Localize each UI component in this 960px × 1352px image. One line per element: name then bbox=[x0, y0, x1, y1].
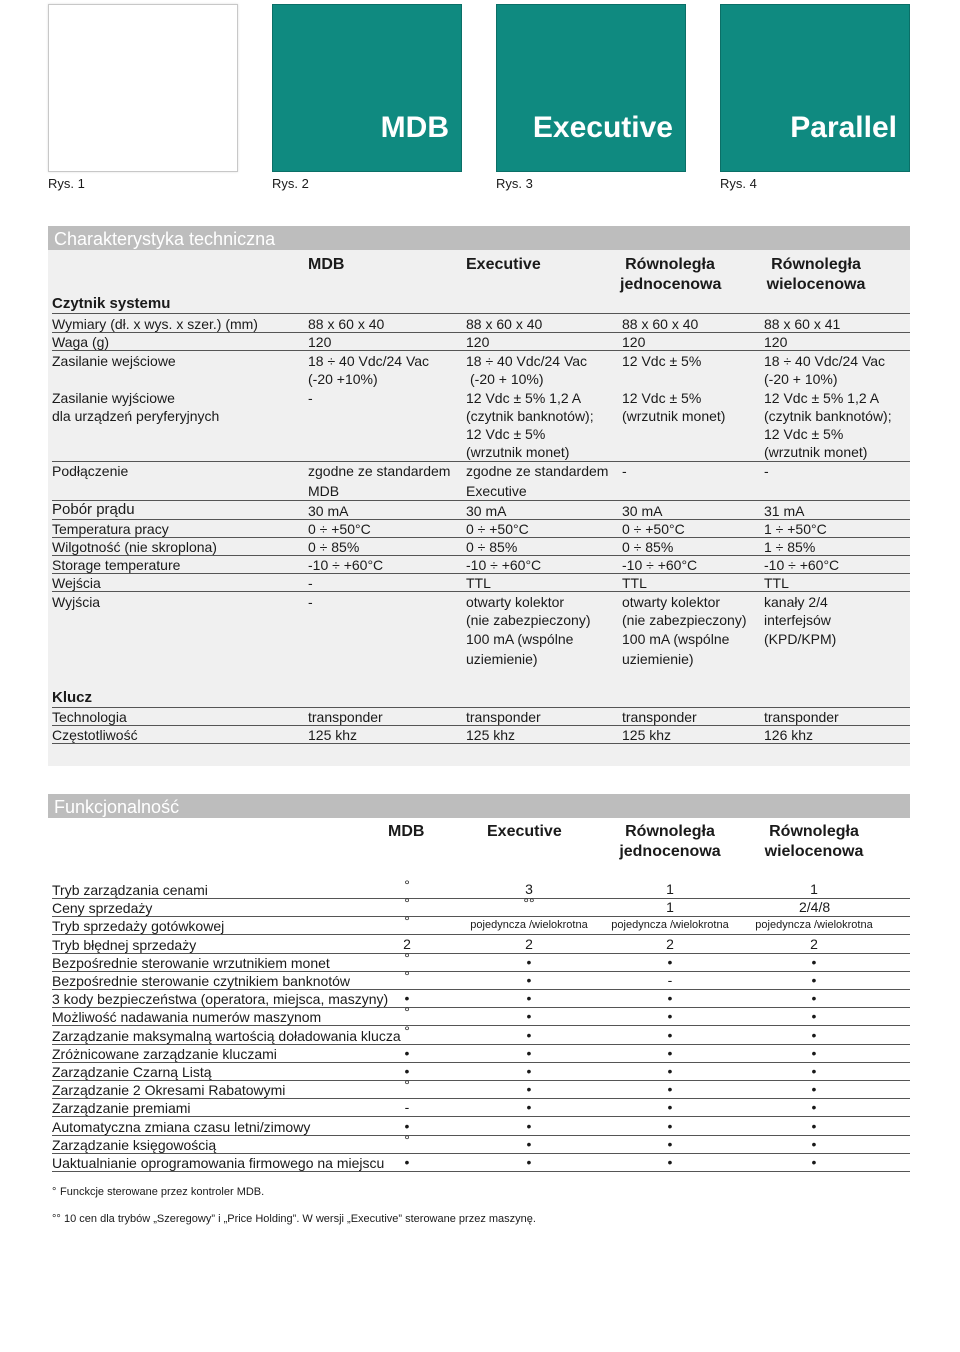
func-cell: ° bbox=[404, 1023, 410, 1039]
row-label-current: Pobór prądu bbox=[52, 501, 135, 518]
cell-outputs-exec-3: 100 mA (wspólne bbox=[466, 631, 574, 647]
func-cell: 1 bbox=[666, 881, 674, 897]
func-cell: 2 bbox=[666, 936, 674, 952]
func-cell: ° bbox=[404, 950, 410, 966]
cell-outputs-par2-1: kanały 2/4 bbox=[764, 594, 828, 610]
func-cell: • bbox=[526, 990, 532, 1006]
cell-output-power-exec-2: (czytnik banknotów); bbox=[466, 408, 594, 424]
row-label-technology: Technologia bbox=[52, 709, 127, 725]
cell-humidity-mdb: 0 ÷ 85% bbox=[308, 539, 360, 555]
tech-header-parallel-multi-1: Równoległa bbox=[771, 256, 861, 273]
cell-weight-exec: 120 bbox=[466, 334, 490, 350]
cell-connection-mdb-2: MDB bbox=[308, 483, 340, 499]
cell-temperature-par1: 0 ÷ +50°C bbox=[622, 521, 685, 537]
cell-technology-par1: transponder bbox=[622, 709, 697, 725]
tech-header-executive: Executive bbox=[466, 256, 541, 273]
func-cell: • bbox=[404, 990, 410, 1006]
divider bbox=[52, 591, 910, 592]
cell-temperature-par2: 1 ÷ +50°C bbox=[764, 521, 827, 537]
func-cell: • bbox=[667, 1063, 673, 1079]
tech-title-band bbox=[48, 226, 910, 250]
footnote-2-symbol: °° bbox=[52, 1213, 61, 1225]
cell-outputs-par1-4: uziemienie) bbox=[622, 651, 694, 667]
cell-connection-par1: - bbox=[622, 463, 627, 479]
figure-3-executive bbox=[496, 4, 686, 172]
cell-frequency-par1: 125 khz bbox=[622, 727, 672, 743]
func-cell: • bbox=[811, 1136, 817, 1152]
func-cell: • bbox=[526, 1045, 532, 1061]
tech-title: Charakterystyka techniczna bbox=[54, 229, 276, 249]
divider bbox=[52, 934, 910, 935]
divider bbox=[52, 1116, 910, 1117]
cell-outputs-mdb: - bbox=[308, 594, 313, 610]
func-cell: 2 bbox=[810, 936, 818, 952]
cell-input-power-mdb-range: (-20 +10%) bbox=[308, 371, 378, 387]
cell-inputs-exec: TTL bbox=[466, 575, 491, 591]
cell-storage-par1: -10 ÷ +60°C bbox=[622, 557, 698, 573]
cell-input-power-exec: 18 ÷ 40 Vdc/24 Vac bbox=[466, 353, 588, 369]
cell-current-mdb: 30 mA bbox=[308, 503, 349, 519]
func-cell: • bbox=[404, 1045, 410, 1061]
func-cell: • bbox=[404, 1118, 410, 1134]
func-cell: • bbox=[526, 954, 532, 970]
func-cell: • bbox=[667, 1099, 673, 1115]
func-cell: 2 bbox=[525, 936, 533, 952]
cell-output-power-exec-1: 12 Vdc ± 5% 1,2 A bbox=[466, 390, 582, 406]
func-cell: • bbox=[667, 1027, 673, 1043]
cell-temperature-mdb: 0 ÷ +50°C bbox=[308, 521, 371, 537]
cell-temperature-exec: 0 ÷ +50°C bbox=[466, 521, 529, 537]
func-cell: • bbox=[811, 1154, 817, 1170]
divider bbox=[52, 898, 910, 899]
func-row-label: 3 kody bezpieczeństwa (operatora, miejsca, maszyny) bbox=[52, 991, 389, 1007]
cell-frequency-par2: 126 khz bbox=[764, 727, 814, 743]
func-cell: • bbox=[526, 1008, 532, 1024]
cell-connection-par2: - bbox=[764, 463, 769, 479]
func-cell: • bbox=[811, 1099, 817, 1115]
func-cell: • bbox=[404, 1154, 410, 1170]
cell-output-power-par1-2: (wrzutnik monet) bbox=[622, 408, 726, 424]
divider bbox=[52, 350, 910, 351]
cell-outputs-exec-2: (nie zabezpieczony) bbox=[466, 612, 591, 628]
cell-dimensions-mdb: 88 x 60 x 40 bbox=[308, 316, 385, 332]
cell-current-par2: 31 mA bbox=[764, 503, 805, 519]
func-cell: • bbox=[667, 1045, 673, 1061]
cell-inputs-par1: TTL bbox=[622, 575, 647, 591]
cell-weight-mdb: 120 bbox=[308, 334, 332, 350]
cell-input-power-mdb: 18 ÷ 40 Vdc/24 Vac bbox=[308, 353, 430, 369]
divider bbox=[52, 1025, 910, 1026]
func-cell: ° bbox=[404, 968, 410, 984]
divider bbox=[52, 313, 910, 314]
func-row-label: Tryb błędnej sprzedaży bbox=[52, 937, 197, 953]
cell-outputs-exec-4: uziemienie) bbox=[466, 651, 538, 667]
func-cell: - bbox=[667, 972, 673, 988]
func-cell: • bbox=[811, 954, 817, 970]
tech-header-parallel-single-2: jednocenowa bbox=[620, 276, 722, 293]
row-label-humidity: Wilgotność (nie skroplona) bbox=[52, 539, 217, 555]
func-row-label: Zarządzanie Czarną Listą bbox=[52, 1064, 212, 1080]
row-label-connection: Podłączenie bbox=[52, 463, 129, 479]
row-label-outputs: Wyjścia bbox=[52, 594, 101, 610]
cell-inputs-par2: TTL bbox=[764, 575, 789, 591]
cell-current-exec: 30 mA bbox=[466, 503, 507, 519]
cell-output-power-mdb: - bbox=[308, 390, 313, 406]
func-cell: ° bbox=[404, 913, 410, 929]
cell-frequency-exec: 125 khz bbox=[466, 727, 516, 743]
func-row-label: Tryb zarządzania cenami bbox=[52, 882, 208, 898]
cell-dimensions-par2: 88 x 60 x 41 bbox=[764, 316, 841, 332]
cell-technology-par2: transponder bbox=[764, 709, 839, 725]
caption-rys-1: Rys. 1 bbox=[48, 176, 85, 191]
func-cell: • bbox=[811, 1118, 817, 1134]
cell-dimensions-exec: 88 x 60 x 40 bbox=[466, 316, 543, 332]
func-cell: • bbox=[811, 1045, 817, 1061]
func-cell: • bbox=[667, 1118, 673, 1134]
func-cell: ° bbox=[404, 1077, 410, 1093]
func-cell: 2/4/8 bbox=[799, 899, 831, 915]
cell-technology-mdb: transponder bbox=[308, 709, 383, 725]
func-row-label: Tryb sprzedaży gotówkowej bbox=[52, 918, 225, 934]
func-row-label: Możliwość nadawania numerów maszynom bbox=[52, 1009, 322, 1025]
func-cell: • bbox=[811, 1063, 817, 1079]
row-label-weight: Waga (g) bbox=[52, 334, 110, 350]
caption-rys-3: Rys. 3 bbox=[496, 176, 533, 191]
func-cell: • bbox=[667, 1008, 673, 1024]
cell-output-power-exec-3: 12 Vdc ± 5% bbox=[466, 426, 546, 442]
func-cell: 1 bbox=[810, 881, 818, 897]
func-cell: • bbox=[811, 972, 817, 988]
caption-rys-4: Rys. 4 bbox=[720, 176, 757, 191]
cell-output-power-exec-4: (wrzutnik monet) bbox=[466, 444, 570, 460]
func-cell: 3 bbox=[525, 881, 533, 897]
func-row-label: Zarządzanie księgowością bbox=[52, 1137, 217, 1153]
tech-header-parallel-single-1: Równoległa bbox=[625, 256, 715, 273]
figure-2-mdb bbox=[272, 4, 462, 172]
func-cell: • bbox=[667, 1154, 673, 1170]
func-header-parallel-single-2: jednocenowa bbox=[619, 843, 721, 860]
func-cell: • bbox=[667, 954, 673, 970]
func-cell: • bbox=[811, 990, 817, 1006]
tech-header-mdb: MDB bbox=[308, 256, 345, 273]
func-cell: • bbox=[526, 1154, 532, 1170]
cell-technology-exec: transponder bbox=[466, 709, 541, 725]
func-title: Funkcjonalność bbox=[54, 797, 180, 817]
cell-humidity-exec: 0 ÷ 85% bbox=[466, 539, 518, 555]
figure-4-label: Parallel bbox=[790, 111, 897, 144]
cell-outputs-par2-3: (KPD/KPM) bbox=[764, 631, 837, 647]
figure-3-label: Executive bbox=[532, 111, 673, 144]
func-cell: ° bbox=[404, 895, 410, 911]
func-cell: ° bbox=[404, 1132, 410, 1148]
func-cell: ° bbox=[404, 1004, 410, 1020]
func-cell: pojedyncza /wielokrotna bbox=[611, 919, 729, 931]
func-cell: • bbox=[526, 1027, 532, 1043]
cell-storage-exec: -10 ÷ +60°C bbox=[466, 557, 542, 573]
cell-connection-exec-2: Executive bbox=[466, 483, 527, 499]
cell-input-power-par2-range: (-20 + 10%) bbox=[764, 371, 838, 387]
func-cell: • bbox=[526, 972, 532, 988]
func-cell: • bbox=[526, 1099, 532, 1115]
row-label-output-power: Zasilanie wyjściowe bbox=[52, 390, 175, 406]
func-cell: • bbox=[526, 1081, 532, 1097]
figure-4-parallel bbox=[720, 4, 910, 172]
row-label-temperature: Temperatura pracy bbox=[52, 521, 169, 537]
cell-connection-exec-1: zgodne ze standardem bbox=[466, 463, 609, 479]
divider bbox=[52, 500, 910, 501]
cell-outputs-par1-1: otwarty kolektor bbox=[622, 594, 721, 610]
divider bbox=[52, 743, 910, 744]
row-label-output-power-2: dla urządzeń peryferyjnych bbox=[52, 408, 220, 424]
row-label-input-power: Zasilanie wejściowe bbox=[52, 353, 176, 369]
cell-storage-mdb: -10 ÷ +60°C bbox=[308, 557, 384, 573]
figure-2-label: MDB bbox=[380, 111, 449, 144]
cell-connection-mdb-1: zgodne ze standardem bbox=[308, 463, 451, 479]
section-key: Klucz bbox=[52, 689, 93, 706]
caption-rys-2: Rys. 2 bbox=[272, 176, 309, 191]
func-cell: • bbox=[404, 1063, 410, 1079]
cell-frequency-mdb: 125 khz bbox=[308, 727, 358, 743]
func-row-label: Automatyczna zmiana czasu letni/zimowy bbox=[52, 1119, 311, 1135]
func-cell: • bbox=[667, 1136, 673, 1152]
cell-output-power-par2-1: 12 Vdc ± 5% 1,2 A bbox=[764, 390, 880, 406]
cell-output-power-par2-2: (czytnik banknotów); bbox=[764, 408, 892, 424]
cell-storage-par2: -10 ÷ +60°C bbox=[764, 557, 840, 573]
cell-current-par1: 30 mA bbox=[622, 503, 663, 519]
func-header-mdb: MDB bbox=[388, 823, 425, 840]
func-row-label: Zarządzanie maksymalną wartością doładowania klucza bbox=[52, 1028, 401, 1044]
cell-outputs-par1-2: (nie zabezpieczony) bbox=[622, 612, 747, 628]
func-row-label: Bezpośrednie sterowanie wrzutnikiem monet bbox=[52, 955, 330, 971]
cell-input-power-par1: 12 Vdc ± 5% bbox=[622, 353, 702, 369]
cell-inputs-mdb: - bbox=[308, 575, 313, 591]
func-cell: • bbox=[811, 1008, 817, 1024]
func-row-label: Zarządzanie premiami bbox=[52, 1100, 191, 1116]
cell-outputs-exec-1: otwarty kolektor bbox=[466, 594, 565, 610]
cell-input-power-exec-range: (-20 + 10%) bbox=[470, 371, 544, 387]
footnote-2-text: 10 cen dla trybów „Szeregowy” i „Price Holding”. W wersji „Executive” sterowane przez maszynę. bbox=[64, 1213, 536, 1225]
func-cell: °° bbox=[523, 895, 535, 911]
func-row-label: Zarządzanie 2 Okresami Rabatowymi bbox=[52, 1082, 286, 1098]
func-row-label: Bezpośrednie sterowanie czytnikiem banknotów bbox=[52, 973, 351, 989]
func-cell: • bbox=[667, 1081, 673, 1097]
row-label-inputs: Wejścia bbox=[52, 575, 101, 591]
func-row-label: Uaktualnianie oprogramowania firmowego na miejscu bbox=[52, 1155, 385, 1171]
cell-humidity-par1: 0 ÷ 85% bbox=[622, 539, 674, 555]
func-cell: • bbox=[526, 1136, 532, 1152]
figure-1-image bbox=[48, 4, 238, 172]
func-cell: - bbox=[404, 1099, 410, 1115]
func-cell: pojedyncza /wielokrotna bbox=[755, 919, 873, 931]
row-label-storage-temp: Storage temperature bbox=[52, 557, 181, 573]
cell-output-power-par2-4: (wrzutnik monet) bbox=[764, 444, 868, 460]
section-reader: Czytnik systemu bbox=[52, 295, 171, 312]
tech-header-parallel-multi-2: wielocenowa bbox=[766, 276, 866, 293]
cell-weight-par1: 120 bbox=[622, 334, 646, 350]
func-cell: 2 bbox=[403, 936, 411, 952]
func-cell: • bbox=[667, 990, 673, 1006]
func-cell: 1 bbox=[666, 899, 674, 915]
func-header-executive: Executive bbox=[487, 823, 562, 840]
func-cell: pojedyncza /wielokrotna bbox=[470, 919, 588, 931]
cell-output-power-par2-3: 12 Vdc ± 5% bbox=[764, 426, 844, 442]
cell-output-power-par1-1: 12 Vdc ± 5% bbox=[622, 390, 702, 406]
func-row-label: Ceny sprzedaży bbox=[52, 900, 153, 916]
cell-input-power-par2: 18 ÷ 40 Vdc/24 Vac bbox=[764, 353, 886, 369]
row-label-frequency: Częstotliwość bbox=[52, 727, 138, 743]
func-row-label: Zróżnicowane zarządzanie kluczami bbox=[52, 1046, 277, 1062]
footnote-1-text: Funckcje sterowane przez kontroler MDB. bbox=[60, 1186, 265, 1198]
func-cell: ° bbox=[404, 877, 410, 893]
cell-humidity-par2: 1 ÷ 85% bbox=[764, 539, 816, 555]
func-cell: • bbox=[526, 1118, 532, 1134]
func-header-parallel-multi-1: Równoległa bbox=[769, 823, 859, 840]
cell-outputs-par2-2: interfejsów bbox=[764, 612, 831, 628]
func-header-parallel-single-1: Równoległa bbox=[625, 823, 715, 840]
cell-outputs-par1-3: 100 mA (wspólne bbox=[622, 631, 730, 647]
cell-weight-par2: 120 bbox=[764, 334, 788, 350]
func-cell: • bbox=[811, 1081, 817, 1097]
row-label-dimensions: Wymiary (dł. x wys. x szer.) (mm) bbox=[52, 316, 258, 332]
func-header-parallel-multi-2: wielocenowa bbox=[764, 843, 864, 860]
func-cell: • bbox=[811, 1027, 817, 1043]
func-cell: • bbox=[526, 1063, 532, 1079]
footnote-1-symbol: ° bbox=[52, 1186, 57, 1198]
func-title-band bbox=[48, 794, 910, 818]
cell-dimensions-par1: 88 x 60 x 40 bbox=[622, 316, 699, 332]
divider bbox=[52, 1171, 910, 1172]
